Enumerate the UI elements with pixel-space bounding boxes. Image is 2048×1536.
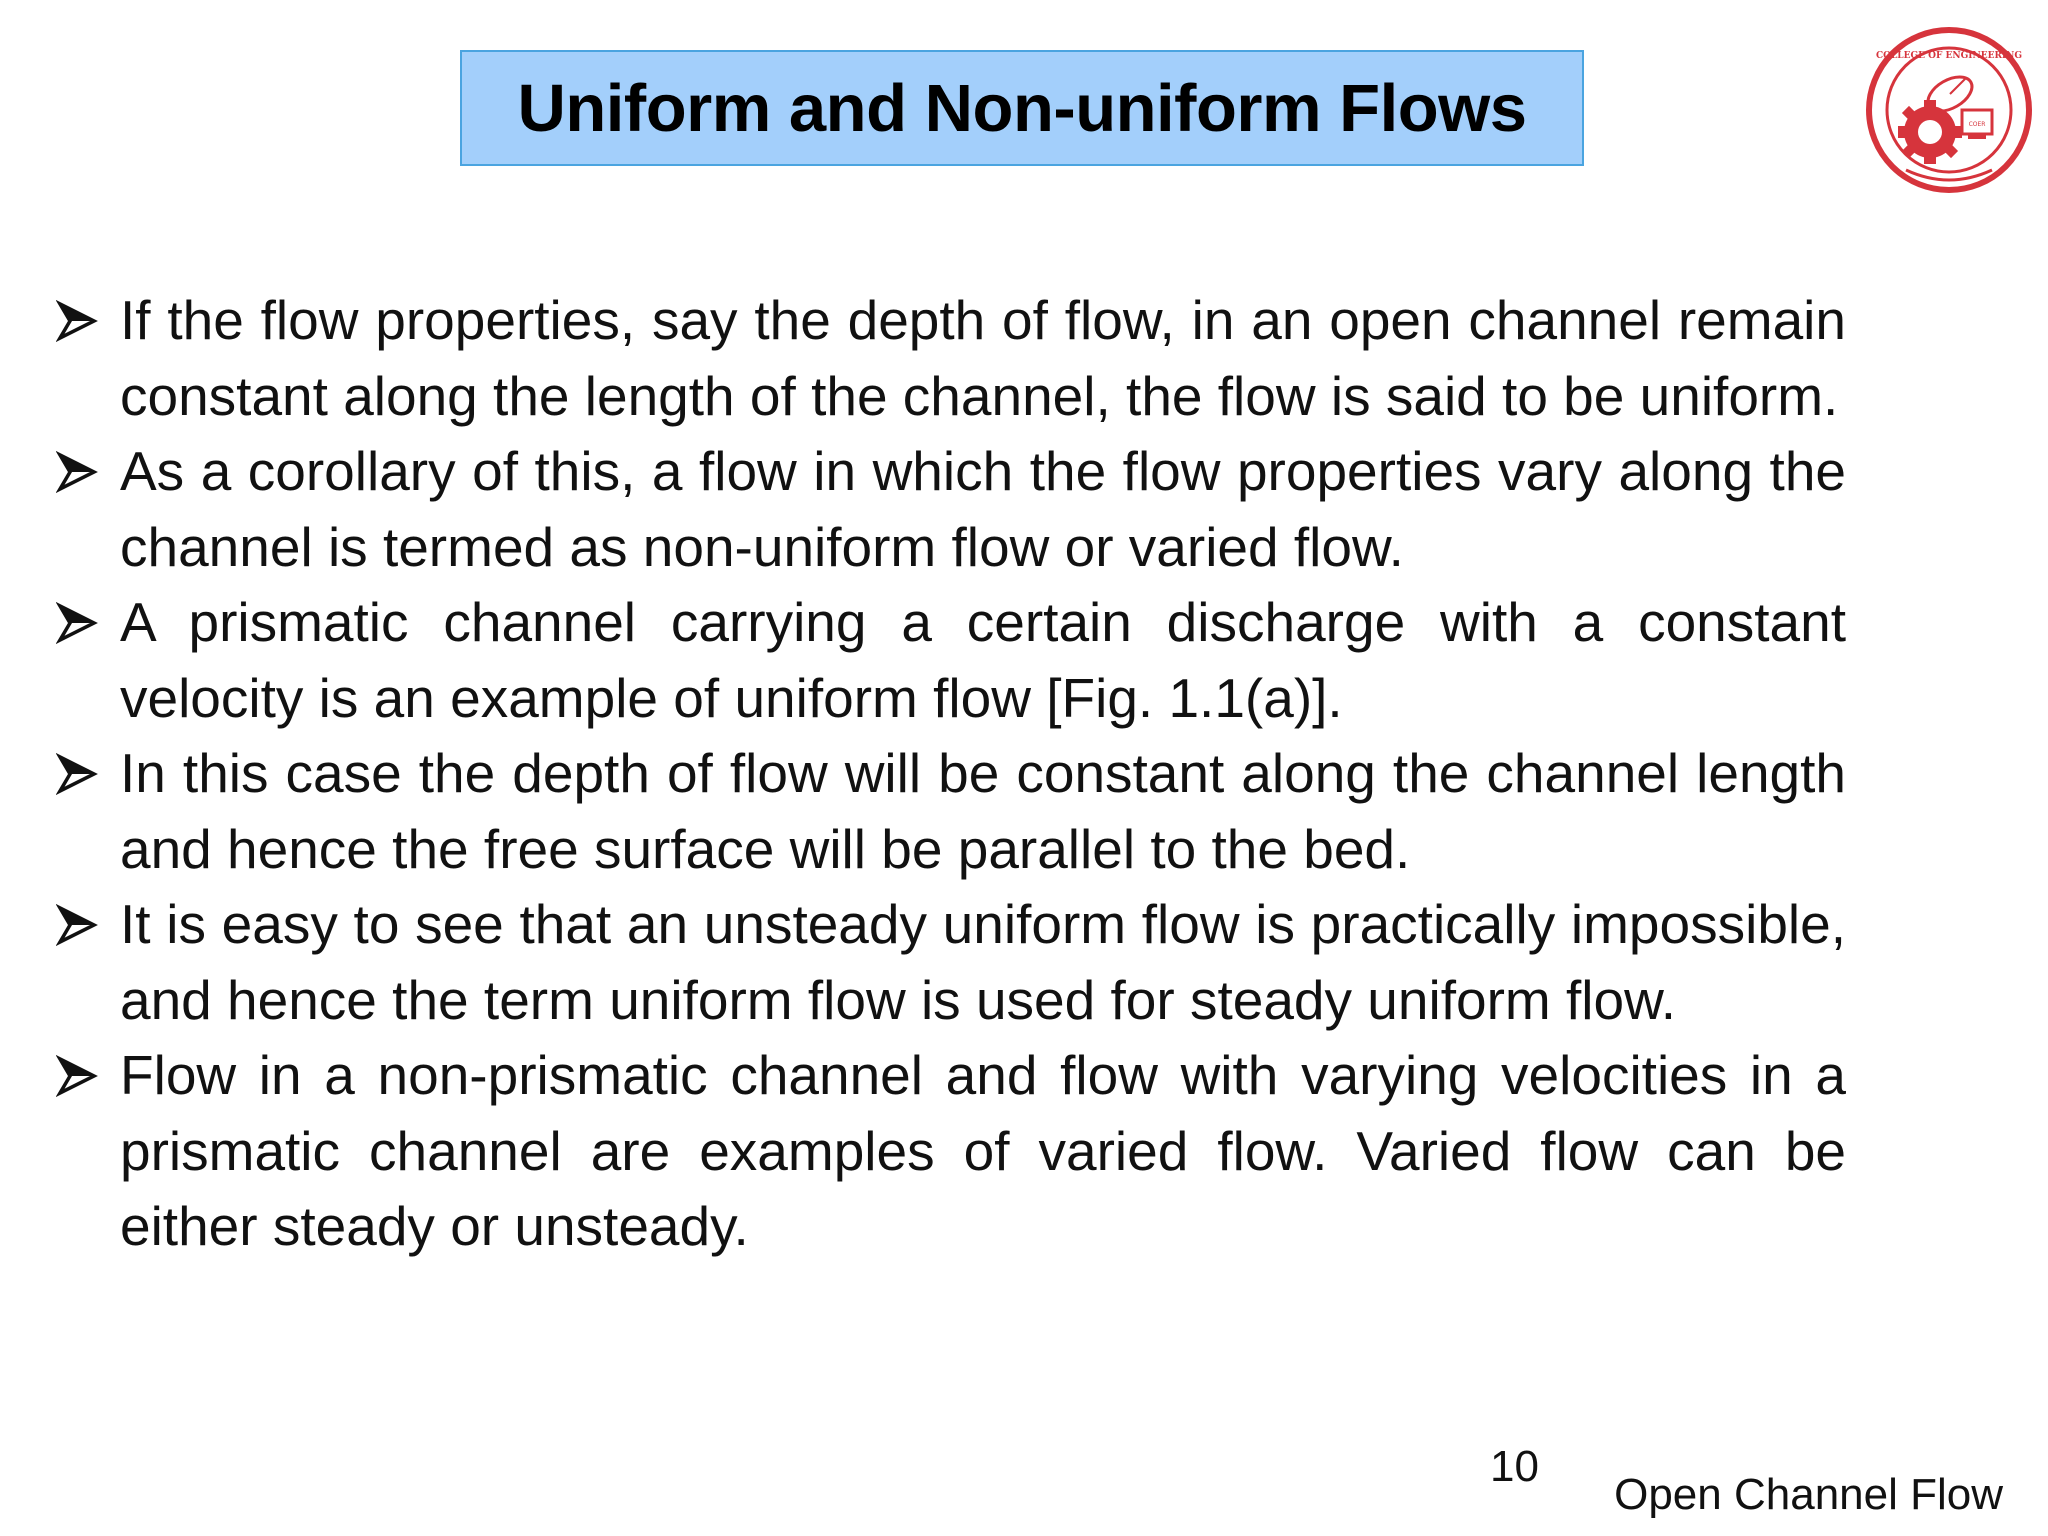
svg-text:COER: COER xyxy=(1968,121,1986,128)
bullet-item xyxy=(56,1038,1846,1265)
bullet-item xyxy=(56,283,1846,434)
bullet-text: As a corollary of this, a flow in which the flow properties vary along the channel is termed as non-uniform flow or varied flow. xyxy=(120,440,1846,578)
college-logo-icon xyxy=(1858,22,2040,198)
arrow-bullet-icon xyxy=(56,1055,98,1097)
bullet-list xyxy=(56,283,1846,1265)
arrow-bullet-icon xyxy=(56,904,98,946)
bullet-item xyxy=(56,434,1846,585)
bullet-text: Flow in a non-prismatic channel and flow with varying velocities in a prismatic channel are examples of varied flow. Varied flow can be either steady or unsteady. xyxy=(120,1044,1846,1257)
bullet-text: A prismatic channel carrying a certain discharge with a constant velocity is an example of uniform flow [Fig. 1.1(a)]. xyxy=(120,591,1846,729)
arrow-bullet-icon xyxy=(56,451,98,493)
bullet-item xyxy=(56,585,1846,736)
arrow-bullet-icon xyxy=(56,753,98,795)
bullet-item xyxy=(56,887,1846,1038)
bullet-text: If the flow properties, say the depth of flow, in an open channel remain constant along the length of the channel, the flow is said to be uniform. xyxy=(120,289,1846,427)
bullet-item xyxy=(56,736,1846,887)
arrow-bullet-icon xyxy=(56,300,98,342)
svg-text:COLLEGE OF ENGINEERING: COLLEGE OF ENGINEERING xyxy=(1875,51,2023,61)
arrow-bullet-icon xyxy=(56,602,98,644)
bullet-text: In this case the depth of flow will be constant along the channel length and hence the free surface will be parallel to the bed. xyxy=(120,742,1846,880)
footer-title: Open Channel Flow xyxy=(1614,1470,2003,1519)
slide-title: Uniform and Non-uniform Flows xyxy=(517,70,1527,146)
bullet-text: It is easy to see that an unsteady uniform flow is practically impossible, and hence the term uniform flow is used for steady uniform flow. xyxy=(120,893,1846,1031)
slide-title-box xyxy=(460,50,1584,166)
page-number: 10 xyxy=(1490,1442,1539,1491)
